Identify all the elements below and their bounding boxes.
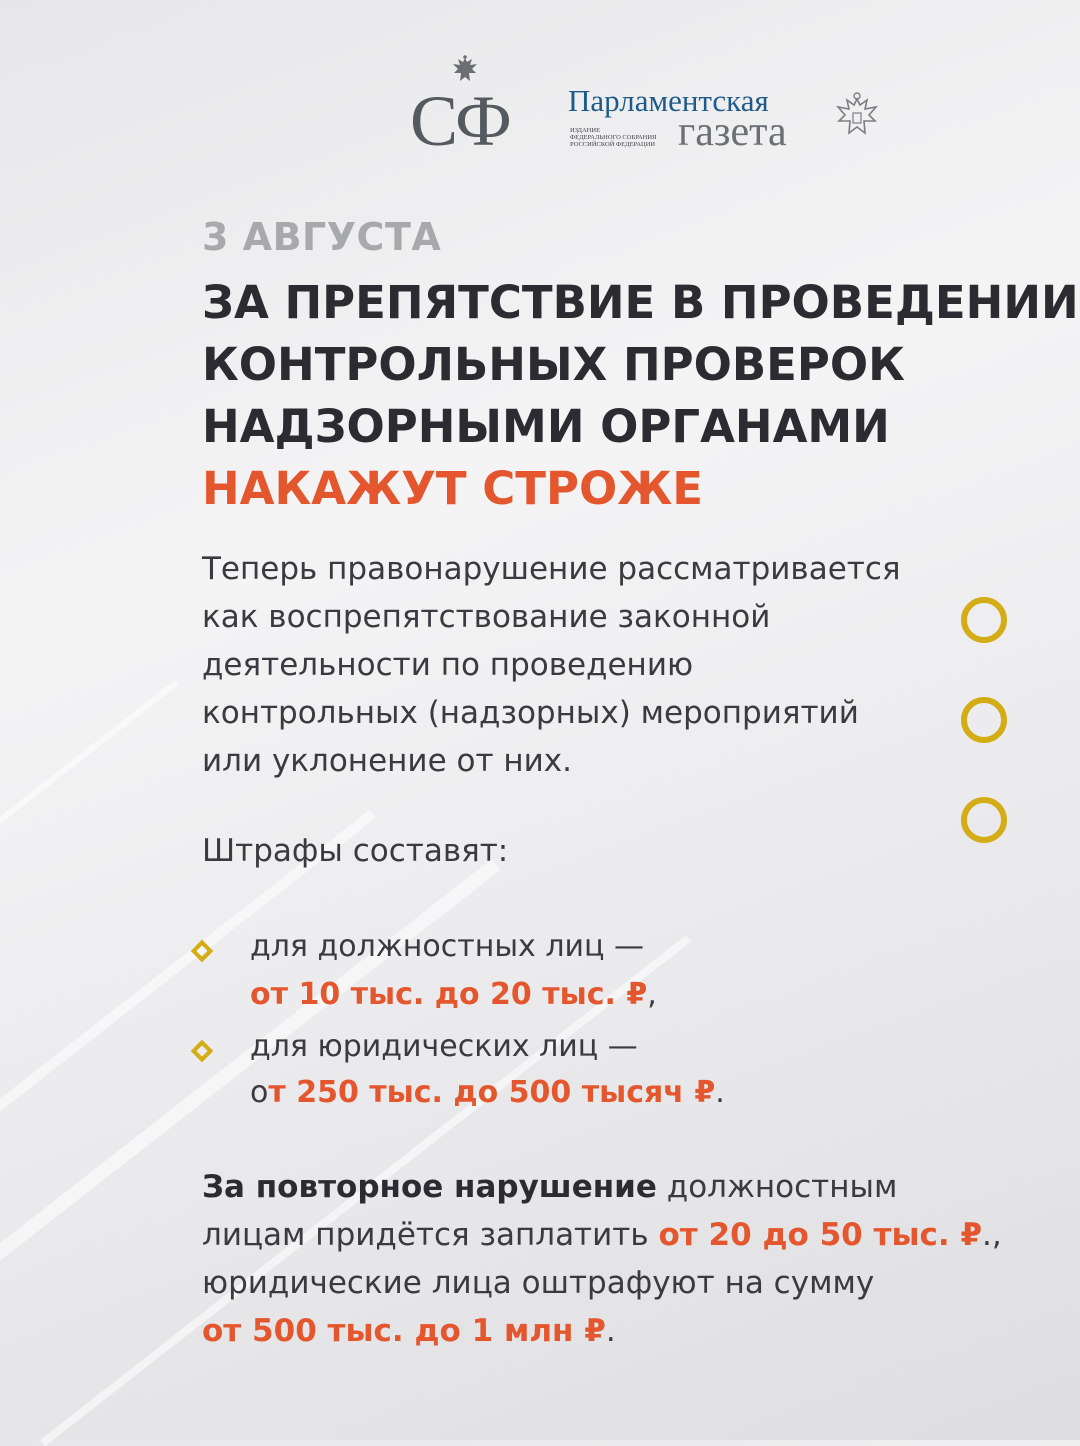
headline-line: НАДЗОРНЫМИ ОРГАНАМИ bbox=[202, 400, 890, 453]
sf-letters: СФ bbox=[410, 81, 509, 161]
body-paragraph bbox=[202, 545, 901, 785]
headline bbox=[202, 272, 1079, 520]
repeat-violation-paragraph bbox=[202, 1163, 1002, 1355]
logo-subtitle-line: ИЗДАНИЕ bbox=[570, 127, 601, 134]
body-line: как воспрепятствование законной bbox=[202, 599, 771, 635]
fine-amount: т 250 тыс. до 500 тысяч ₽ bbox=[268, 1075, 716, 1110]
fine-suffix: . bbox=[715, 1075, 725, 1110]
body-line: деятельности по проведению bbox=[202, 647, 694, 683]
fine-suffix: , bbox=[647, 977, 657, 1012]
fine-label: для юридических лиц — bbox=[250, 1029, 638, 1064]
background-streak bbox=[0, 680, 179, 845]
diamond-bullet-icon bbox=[191, 1040, 214, 1063]
fine-amount: от 10 тыс. до 20 тыс. ₽ bbox=[250, 977, 648, 1012]
repeat-text: должностным bbox=[656, 1169, 898, 1205]
repeat-bold: За повторное нарушение bbox=[202, 1169, 657, 1205]
headline-accent: НАКАЖУТ СТРОЖЕ bbox=[202, 462, 704, 515]
repeat-text: . bbox=[605, 1313, 616, 1349]
logo-subtitle bbox=[570, 127, 670, 148]
fine-prefix: о bbox=[250, 1075, 269, 1110]
headline-line: ЗА ПРЕПЯТСТВИЕ В ПРОВЕДЕНИИ bbox=[202, 276, 1079, 329]
double-headed-eagle-icon bbox=[834, 91, 880, 145]
fines-intro: Штрафы составят: bbox=[202, 833, 509, 869]
sf-logo bbox=[410, 55, 535, 161]
ring-decoration bbox=[961, 797, 1007, 843]
repeat-line bbox=[202, 1211, 1002, 1259]
logo-title-line1: Парламентская bbox=[568, 83, 769, 118]
fine-amount-line bbox=[250, 1075, 725, 1110]
logo-subtitle-line: ФЕДЕРАЛЬНОГО СОБРАНИЯ bbox=[570, 134, 657, 142]
body-line: контрольных (надзорных) мероприятий bbox=[202, 695, 859, 731]
ring-decoration bbox=[961, 697, 1007, 743]
parlamentskaya-gazeta-logo bbox=[568, 85, 888, 155]
repeat-line bbox=[202, 1307, 1002, 1355]
date-label: 3 АВГУСТА bbox=[202, 215, 442, 259]
body-line: Теперь правонарушение рассматривается bbox=[202, 551, 901, 587]
repeat-amount: от 500 тыс. до 1 млн ₽ bbox=[202, 1313, 606, 1349]
repeat-line: юридические лица оштрафуют на сумму bbox=[202, 1265, 875, 1301]
repeat-amount: от 20 до 50 тыс. ₽ bbox=[658, 1217, 983, 1253]
fine-label: для должностных лиц — bbox=[250, 929, 644, 964]
fine-amount-line bbox=[250, 977, 657, 1012]
logo-title-line2: газета bbox=[678, 109, 787, 155]
body-line: или уклонение от них. bbox=[202, 743, 572, 779]
repeat-line bbox=[202, 1163, 1002, 1211]
repeat-text: ., bbox=[982, 1217, 1002, 1253]
repeat-text: лицам придётся заплатить bbox=[202, 1217, 659, 1253]
ring-decoration bbox=[961, 597, 1007, 643]
logo-subtitle-line: РОССИЙСКОЙ ФЕДЕРАЦИИ bbox=[570, 141, 656, 149]
headline-line: КОНТРОЛЬНЫХ ПРОВЕРОК bbox=[202, 338, 905, 391]
